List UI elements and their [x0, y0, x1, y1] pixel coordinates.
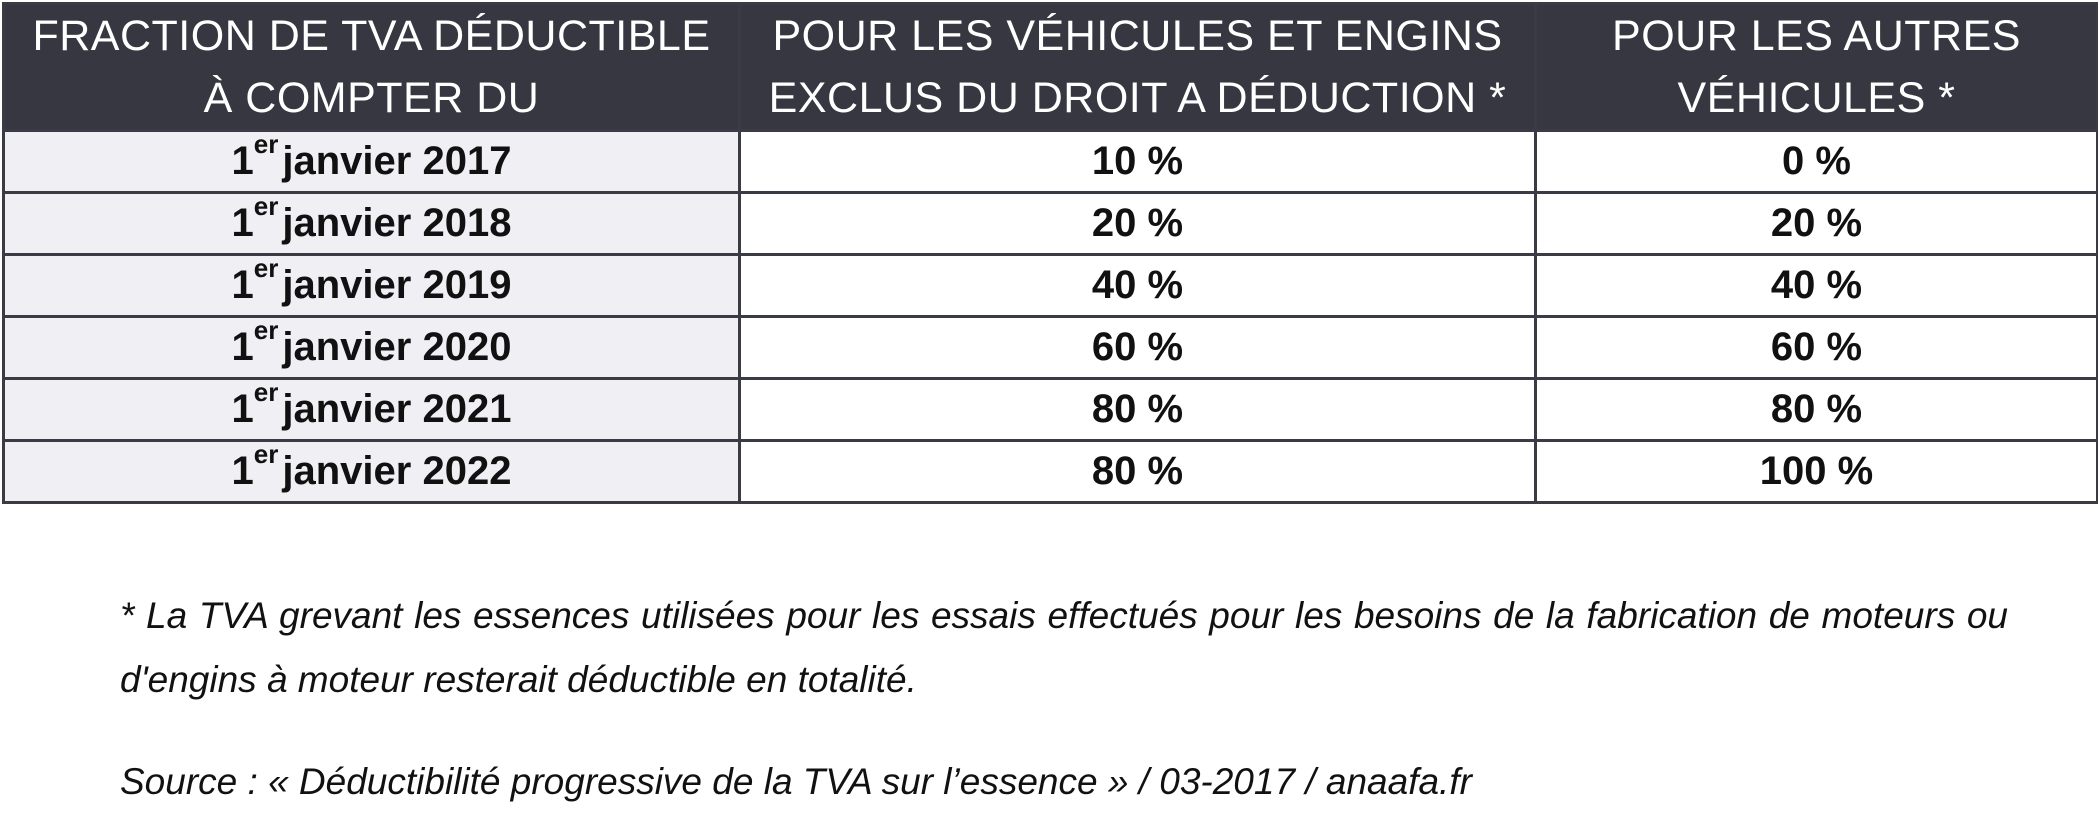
- date-ordinal: er: [253, 377, 279, 407]
- table-row: [4, 379, 2098, 441]
- other-vehicles-value: 0 %: [1536, 131, 2098, 193]
- date-ordinal: er: [253, 439, 279, 469]
- date-month-year: janvier 2020: [282, 325, 512, 369]
- excluded-vehicles-value: 60 %: [740, 317, 1536, 379]
- other-vehicles-value: 60 %: [1536, 317, 2098, 379]
- date-cell: [4, 255, 740, 317]
- date-cell: [4, 193, 740, 255]
- date-month-year: janvier 2019: [282, 263, 512, 307]
- header-other-vehicles-line-1: POUR LES AUTRES: [1612, 12, 2021, 60]
- date-day: 1: [231, 263, 254, 307]
- date-day: 1: [231, 387, 254, 431]
- date-cell: [4, 131, 740, 193]
- excluded-vehicles-value: 80 %: [740, 441, 1536, 503]
- date-month-year: janvier 2022: [282, 449, 512, 493]
- source-citation: Source : « Déductibilité progressive de la TVA sur l’essence » / 03-2017 / anaafa.fr: [120, 761, 1472, 802]
- date-cell: [4, 317, 740, 379]
- header-start-date: [4, 4, 740, 131]
- date-ordinal: er: [253, 253, 279, 283]
- excluded-vehicles-value: 80 %: [740, 379, 1536, 441]
- header-excluded-vehicles: [740, 4, 1536, 131]
- date-ordinal: er: [253, 129, 279, 159]
- excluded-vehicles-value: 40 %: [740, 255, 1536, 317]
- header-excluded-vehicles-line-2: EXCLUS DU DROIT A DÉDUCTION *: [768, 74, 1507, 122]
- header-start-date-line-2: À COMPTER DU: [203, 74, 540, 122]
- date-cell: [4, 441, 740, 503]
- header-start-date-line-1: FRACTION DE TVA DÉDUCTIBLE: [32, 12, 711, 60]
- date-day: 1: [231, 325, 254, 369]
- table-row: [4, 317, 2098, 379]
- other-vehicles-value: 100 %: [1536, 441, 2098, 503]
- date-month-year: janvier 2021: [282, 387, 512, 431]
- table-row: [4, 441, 2098, 503]
- header-excluded-vehicles-line-1: POUR LES VÉHICULES ET ENGINS: [772, 12, 1503, 60]
- table-row: [4, 193, 2098, 255]
- date-day: 1: [231, 201, 254, 245]
- date-day: 1: [231, 139, 254, 183]
- date-ordinal: er: [253, 315, 279, 345]
- date-day: 1: [231, 449, 254, 493]
- other-vehicles-value: 20 %: [1536, 193, 2098, 255]
- date-month-year: janvier 2018: [282, 201, 512, 245]
- table-row: [4, 255, 2098, 317]
- footnote: * La TVA grevant les essences utilisées pour les essais effectués pour les besoins de la fabrication de moteurs ou d'engins à moteur resterait déductible en totalité.: [120, 595, 2008, 700]
- excluded-vehicles-value: 10 %: [740, 131, 1536, 193]
- excluded-vehicles-value: 20 %: [740, 193, 1536, 255]
- table-row: [4, 131, 2098, 193]
- date-month-year: janvier 2017: [282, 139, 512, 183]
- other-vehicles-value: 40 %: [1536, 255, 2098, 317]
- date-ordinal: er: [253, 191, 279, 221]
- other-vehicles-value: 80 %: [1536, 379, 2098, 441]
- tva-deduction-table: [2, 2, 2098, 504]
- header-other-vehicles: [1536, 4, 2098, 131]
- table-header-row: [4, 4, 2098, 131]
- header-other-vehicles-line-2: VÉHICULES *: [1677, 74, 1956, 122]
- date-cell: [4, 379, 740, 441]
